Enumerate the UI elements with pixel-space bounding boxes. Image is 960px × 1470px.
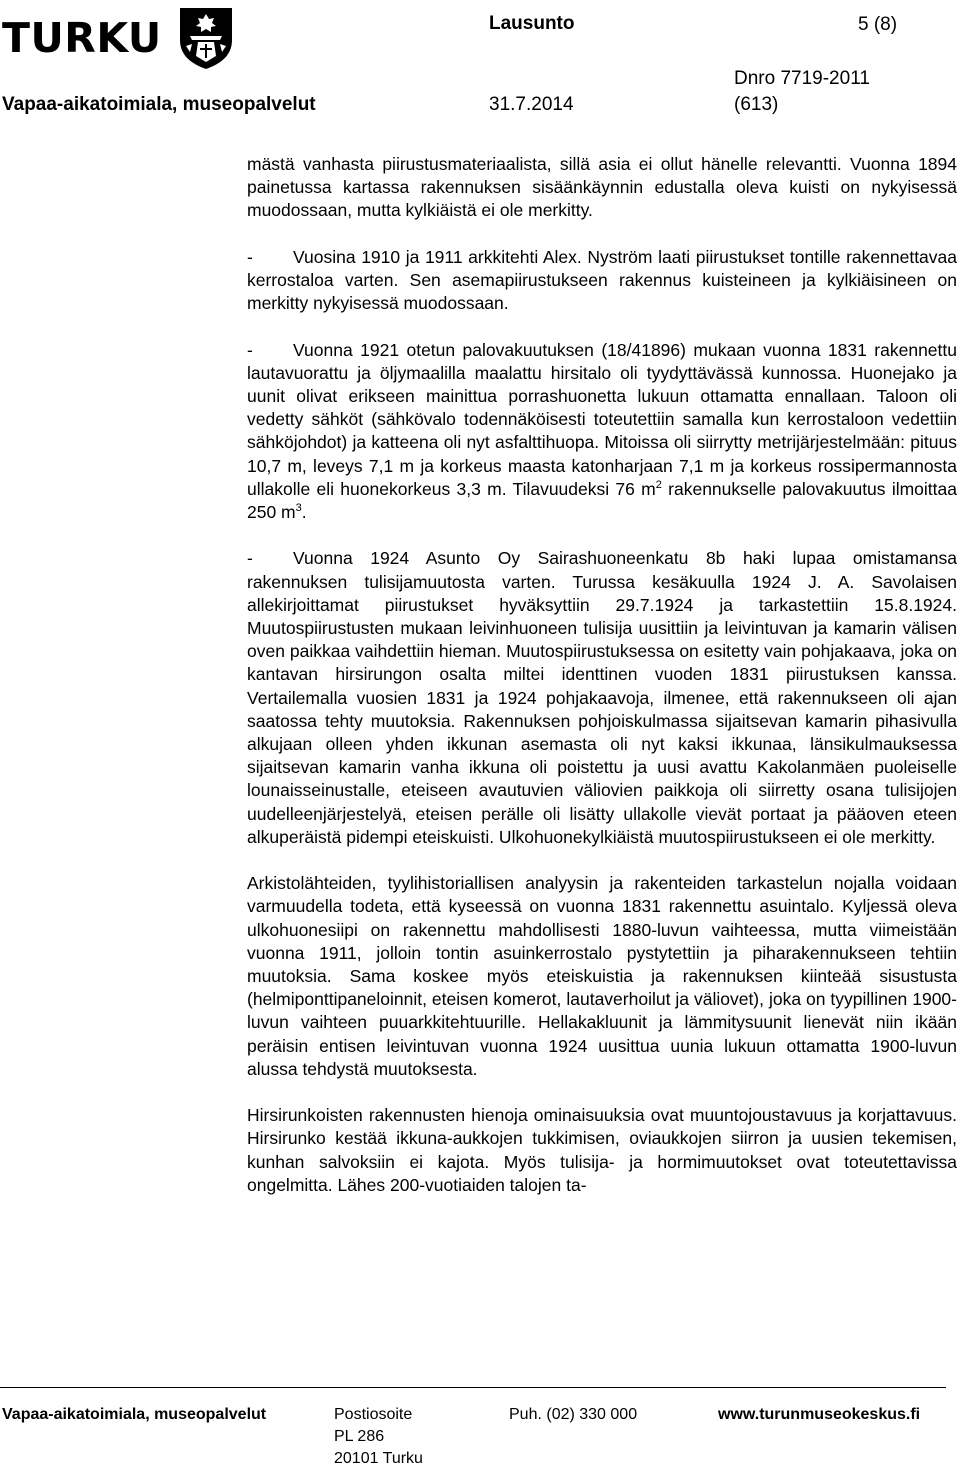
paragraph-text: . [301, 502, 307, 523]
footer-phone: Puh. (02) 330 000 [509, 1406, 638, 1423]
address-line: 20101 Turku [334, 1450, 423, 1467]
paragraph-text: Vuonna 1921 otetun palovakuutuksen (18/41896) mukaan vuonna 1831 rakennettu lautavuorattu ja öljymaalilla maalattu hirsitalo oli tyydyttävässä kunnossa. Huonejako ja uunit olivat erikseen mainittua porrashuonetta lukuun ottamatta ennallaan. Taloon oli vedetty sähköt (sähkövalo todennäköisesti toteutettiin samalla kun kerrostaloon vedettiin sähköjohdot) ja katteena oli nyt asfalttihuopa. Mitoissa oli siirrytty metrijärjestelmään: pituus 10,7 m, leveys 7,1 m ja korkeus maasta katonharjaan 7,1 m ja korkeus rossipermannosta ullakolle eli huonekorkeus 3,3 m. Tilavuudeksi 76 m [247, 339, 957, 499]
list-item [247, 547, 957, 849]
turku-coat-of-arms-icon [176, 6, 236, 70]
footer-divider [0, 1387, 946, 1388]
superscript: 3 [295, 502, 302, 515]
diary-number: Dnro 7719-2011 [734, 68, 870, 89]
dash-marker: - [247, 548, 253, 569]
dash-marker: - [247, 339, 253, 360]
document-date: 31.7.2014 [489, 94, 574, 115]
footer-department: Vapaa-aikatoimiala, museopalvelut [2, 1406, 267, 1423]
document-type: Lausunto [489, 13, 575, 34]
dash-marker: - [247, 246, 253, 267]
superscript: 2 [655, 478, 662, 491]
list-item [247, 246, 957, 316]
section-number: (613) [734, 94, 779, 115]
department-name: Vapaa-aikatoimiala, museopalvelut [2, 94, 316, 115]
paragraph [247, 872, 957, 1081]
paragraph-text: Arkistolähteiden, tyylihistoriallisen analyysin ja rakenteiden tarkastelun nojalla voidaan varmuudella todeta, että kyseessä on vuonna 1831 rakennettu asuintalo. Kyljessä oleva ulkohuonesiipi on rakennettu mahdollisesti 1880-luvun vaihteessa, mutta viimeistään vuonna 1911, jolloin tontin asuinkerrostalo pystytettiin ja piharakennukseen tehtiin muutoksia. Sama koskee myös eteiskuistia ja rakennuksen kiinteää sisustusta (helmiponttipaneloinnit, eteisen komerot, lautaverhoilut ja väliovet), joka on tyypillinen 1900-luvun vaihteen puuarkkitehtuurille. Hellakakluunit ja lämmitysuunit lienevät niin ikään peräisin entisen leivintuvan vuonna 1924 uusittua uunia lukuun ottamatta 1900-luvun alussa tehdystä muutoksesta. [247, 873, 957, 1079]
paragraph-text: Hirsirunkoisten rakennusten hienoja ominaisuuksia ovat muuntojoustavuus ja korjattavuus. Hirsirunko kestää ikkuna-aukkojen tukkimisen, oviaukkojen siirron ja uusien tekemisen, kunhan salvoksiin ei kajota. Myös tulisija- ja hormimuutokset ovat toteutettavissa ongelmitta. Lähes 200-vuotiaiden talojen ta- [247, 1105, 957, 1195]
address-line: PL 286 [334, 1428, 385, 1445]
paragraph-text: Vuonna 1924 Asunto Oy Sairashuoneenkatu 8b haki lupaa omistamansa rakennuksen tulisijamuutosta varten. Turussa kesäkuulla 1924 J. A. Savolaisen allekirjoittamat piirustukset hyväksyttiin 29.7.1924 ja tarkastettiin 15.8.1924. Muutospiirustusten mukaan leivinhuoneen tulisija uusittiin ja leivintuvan ja kamarin välisen oven paikkaa vaihdettiin hieman. Muutospiirustuksessa on esitetty vain pohjakaava, joka on kantavan hirsirungon osalta miltei identtinen vuoden 1831 piirustuksen kanssa. Vertailemalla vuosien 1831 ja 1924 pohjakaavoja, ilmenee, että rakennukseen oli ajan saatossa tehty muutoksia. Rakennuksen pohjoiskulmassa sijaitsevan kamarin pihasivulla alkujaan olleen yhden ikkunan asemasta oli nyt kaksi ikkunaa, länsikulmauksessa sijaitsevan kamarin vanha ikkuna oli poistettu ja uusi avattu Kakolanmäen puoleiselle lounaisseinustalle, eteiseen avautuvien väliovien paikkoja oli siirretty osana tulisijojen uudelleenjärjestelyä, eteisen perälle oli lisätty ullakolle vievät portaat ja pääoven eteen alkuperäistä pidempi eteiskuisti. Ulkohuonekylkiäistä muutospiirustukseen ei ole merkitty. [247, 548, 957, 847]
footer-address [334, 1404, 423, 1470]
page-number: 5 (8) [858, 14, 898, 35]
document-body [247, 153, 957, 1220]
list-item [247, 339, 957, 525]
paragraph [247, 1104, 957, 1197]
turku-logo [2, 6, 236, 70]
logo-wordmark: TURKU [2, 13, 162, 62]
paragraph [247, 153, 957, 223]
paragraph-text: rakennukselle palovakuutus ilmoittaa 250 m [247, 478, 957, 523]
paragraph-text: Vuosina 1910 ja 1911 arkkitehti Alex. Nyström laati piirustukset tontille rakennettavaa kerrostaloa varten. Sen asemapiirustukseen rakennus kuisteineen ja kylkiäisineen on merkitty nykyisessä muodossaan. [247, 246, 957, 314]
footer-website-link[interactable]: www.turunmuseokeskus.fi [718, 1406, 921, 1423]
address-label: Postiosoite [334, 1406, 413, 1423]
paragraph-text: mästä vanhasta piirustusmateriaalista, sillä asia ei ollut hänelle relevantti. Vuonna 1894 painetussa kartassa rakennuksen sisäänkäynnin edustalla oleva kuisti on nykyisessä muodossaan, mutta kylkiäistä ei ole merkitty. [247, 154, 957, 221]
